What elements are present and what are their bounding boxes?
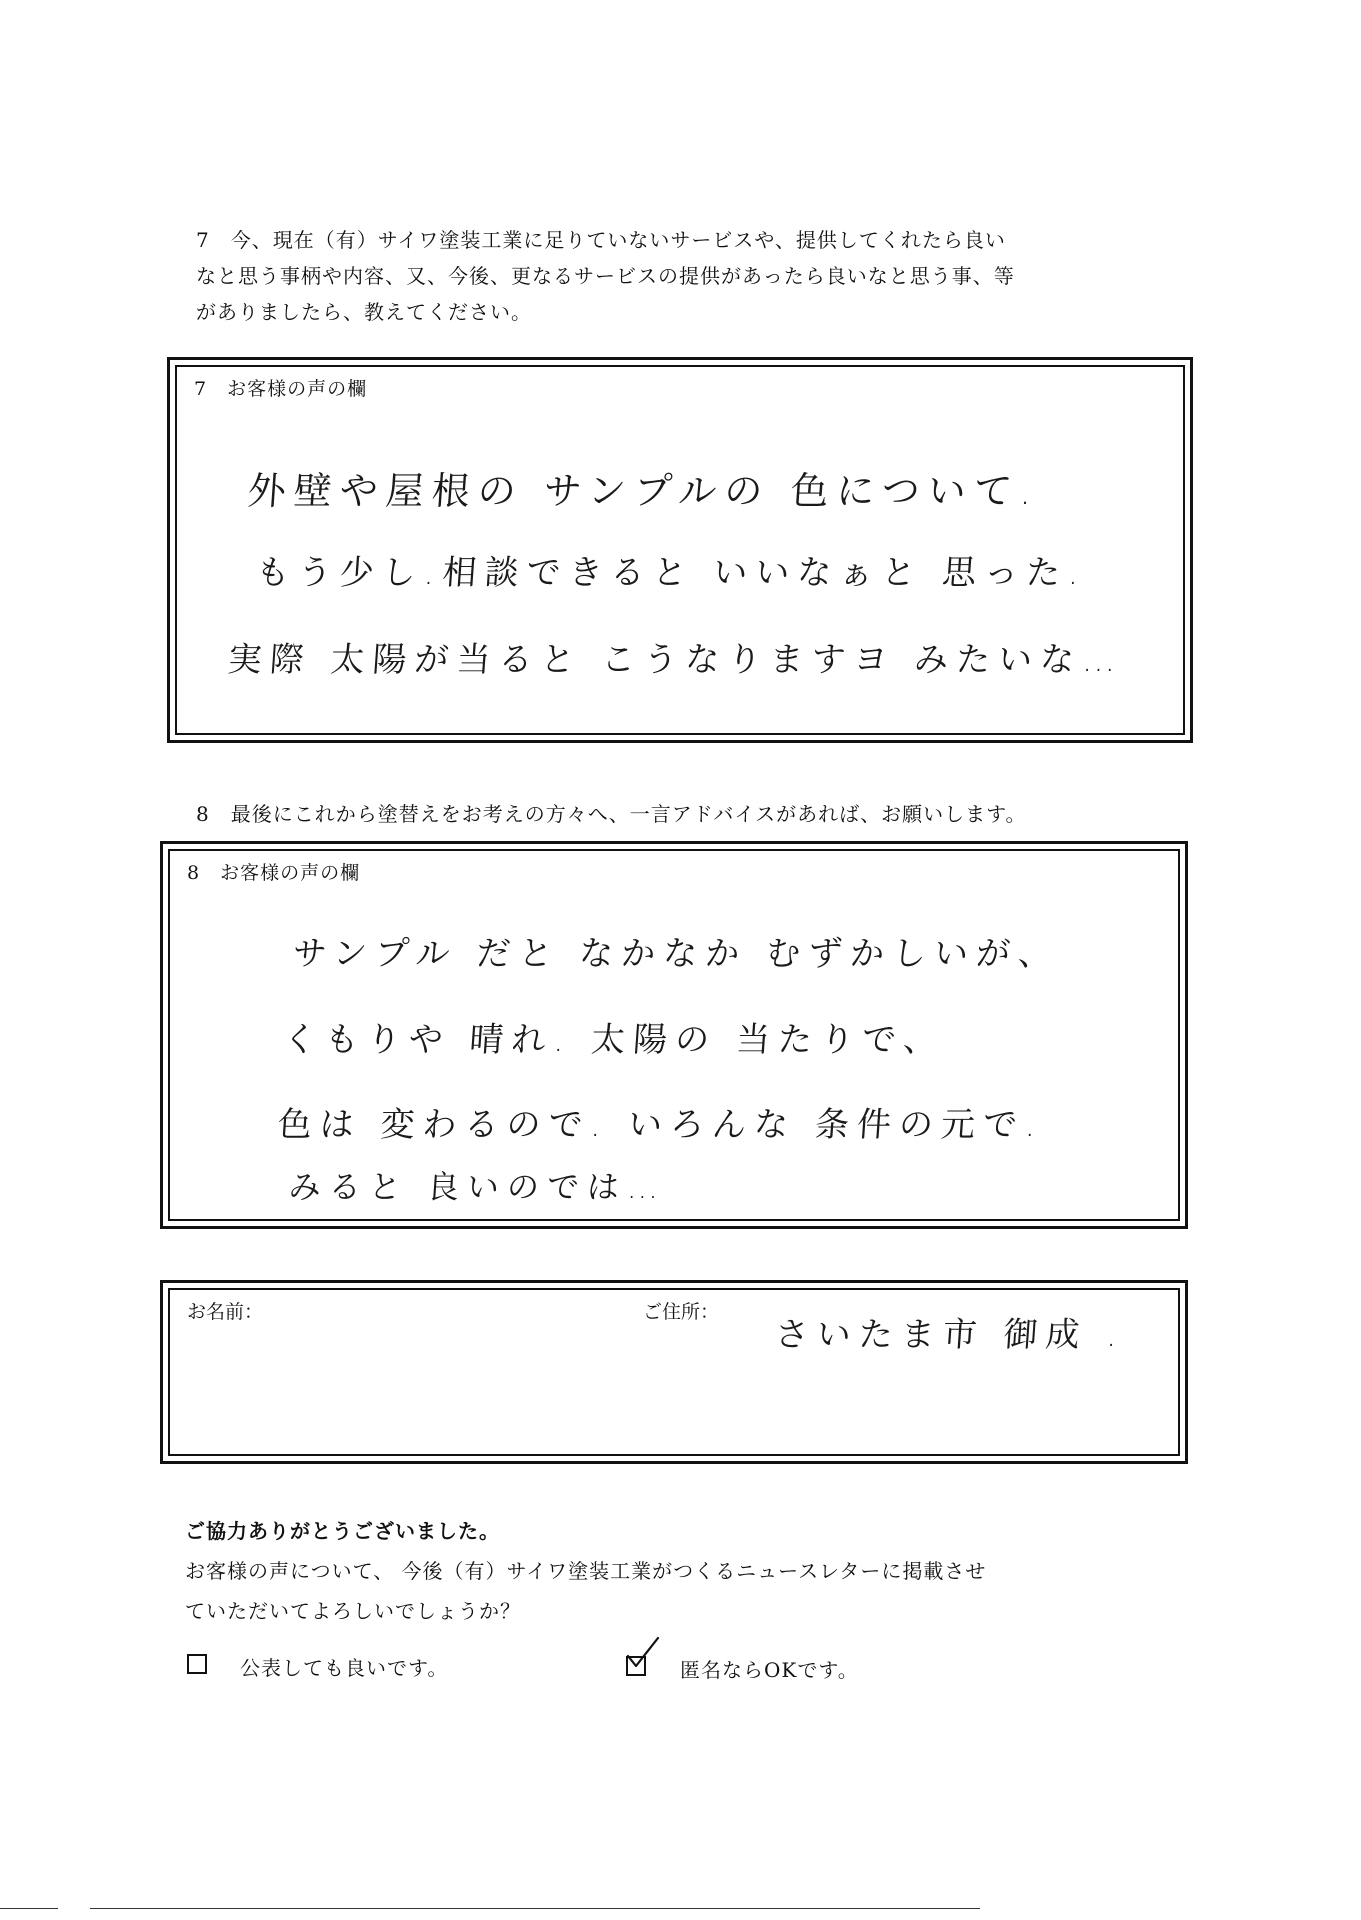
thanks-heading: ご協力ありがとうございました。: [185, 1519, 500, 1543]
consent-question-line2: ていただいてよろしいでしょうか？: [185, 1599, 521, 1623]
handwritten-line: 色は 変わるので. いろんな 条件の元で.: [276, 1105, 1046, 1145]
handwritten-line: みると 良いのでは…: [287, 1168, 669, 1206]
handwritten-line: 実際 太陽が当ると こうなりますヨ みたいな…: [226, 640, 1126, 680]
public-ok-label: 公表しても良いです。: [240, 1656, 449, 1680]
bottom-rule-short: [0, 1908, 58, 1909]
address-value: さいたま市 御成 .: [773, 1315, 1127, 1355]
address-label: ご住所：: [643, 1301, 720, 1323]
handwritten-line: サンプル だと なかなか むずかしいが、: [291, 934, 1062, 974]
question-7-text: 7 今、現在（有）サイワ塗装工業に足りていないサービスや、提供してくれたら良い なと思う事柄や内容、又、今後、更なるサービスの提供があったら良いなと思う事、等 がありましたら、教えてください。: [196, 228, 1015, 324]
customer-info-box: [160, 1280, 1188, 1464]
anonymous-ok-checkbox[interactable]: [626, 1656, 646, 1676]
customer-voice-box-8: [160, 841, 1188, 1229]
bottom-rule-long: [90, 1908, 980, 1909]
checkmark-icon: [624, 1634, 664, 1674]
box-8-label: 8 お客様の声の欄: [187, 862, 361, 884]
handwritten-line: 外壁や屋根の サンプルの 色について.: [246, 469, 1042, 513]
handwritten-line: もう少し.相談できると いいなぁと 思った.: [254, 553, 1089, 593]
question-8-text: 8 最後にこれから塗替えをお考えの方々へ、一言アドバイスがあれば、お願いします。: [196, 802, 1027, 826]
anonymous-ok-label: 匿名ならOKです。: [680, 1658, 859, 1682]
customer-voice-box-7: [167, 357, 1193, 743]
consent-question-line1: お客様の声について、 今後（有）サイワ塗装工業がつくるニュースレターに掲載させ: [185, 1559, 987, 1583]
name-label: お名前：: [187, 1301, 264, 1323]
box-7-label: 7 お客様の声の欄: [194, 378, 368, 400]
public-ok-checkbox[interactable]: [187, 1654, 207, 1674]
handwritten-line: くもりや 晴れ. 太陽の 当たりで、: [281, 1020, 947, 1060]
